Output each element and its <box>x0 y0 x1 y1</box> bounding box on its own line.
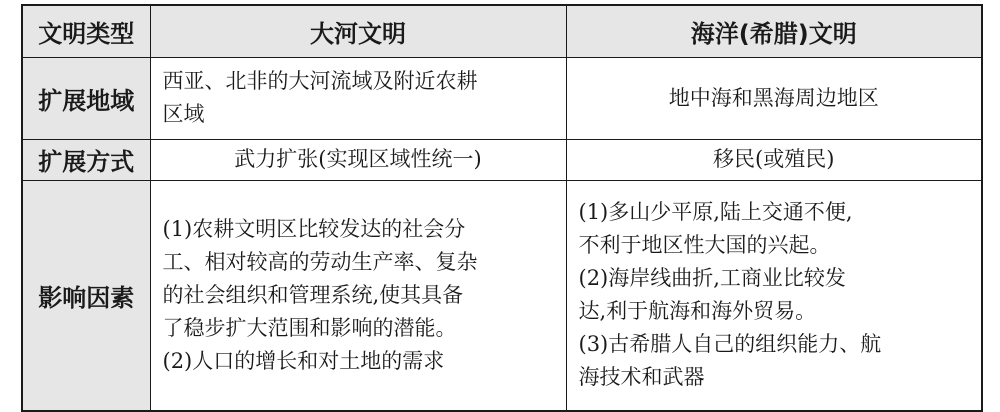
table-row-expansion-method <box>22 139 982 180</box>
header-ocean-civilization: 海洋(希腊)文明 <box>566 5 982 57</box>
text-line: (1)多山少平原,陆上交通不便, <box>578 200 853 225</box>
row-label-influencing-factors: 影响因素 <box>22 180 150 411</box>
text-line: 工、相对较高的劳动生产率、复杂 <box>162 249 478 274</box>
text-line: (3)古希腊人自己的组织能力、航 <box>578 332 882 357</box>
cell-ocean-expansion-method <box>566 139 982 180</box>
text-line: 了稳步扩大范围和影响的潜能。 <box>162 315 457 340</box>
text-line: 达,利于航海和海外贸易。 <box>578 299 817 324</box>
header-civilization-type: 文明类型 <box>22 5 150 57</box>
civilization-comparison-table <box>21 4 983 412</box>
row-label-expansion-method: 扩展方式 <box>22 139 150 180</box>
cell-ocean-influencing-factors <box>566 180 982 411</box>
cell-river-expansion-region <box>150 57 566 139</box>
header-river-civilization: 大河文明 <box>150 5 566 57</box>
table-row-influencing-factors <box>22 180 982 411</box>
cell-river-expansion-method <box>150 139 566 180</box>
text-line: 移民(或殖民) <box>713 147 835 171</box>
text-line: (2)海岸线曲折,工商业比较发 <box>578 266 846 291</box>
text-line: 不利于地区性大国的兴起。 <box>578 233 831 258</box>
text-line: 西亚、北非的大河流域及附近农耕 <box>162 69 478 93</box>
text-line: (1)农耕文明区比较发达的社会分 <box>162 216 466 241</box>
text-line: 的社会组织和管理系统,使其具备 <box>162 282 464 307</box>
table-header-row <box>22 5 982 57</box>
text-line: 地中海和黑海周边地区 <box>668 85 879 110</box>
text-line: (2)人口的增长和对土地的需求 <box>162 348 445 373</box>
text-line: 武力扩张(实现区域性统一) <box>234 147 482 171</box>
cell-ocean-expansion-region <box>566 57 982 139</box>
row-label-expansion-region: 扩展地域 <box>22 57 150 139</box>
text-line: 海技术和武器 <box>578 365 705 390</box>
table-row-expansion-region <box>22 57 982 139</box>
cell-river-influencing-factors <box>150 180 566 411</box>
text-line: 区域 <box>162 102 205 126</box>
